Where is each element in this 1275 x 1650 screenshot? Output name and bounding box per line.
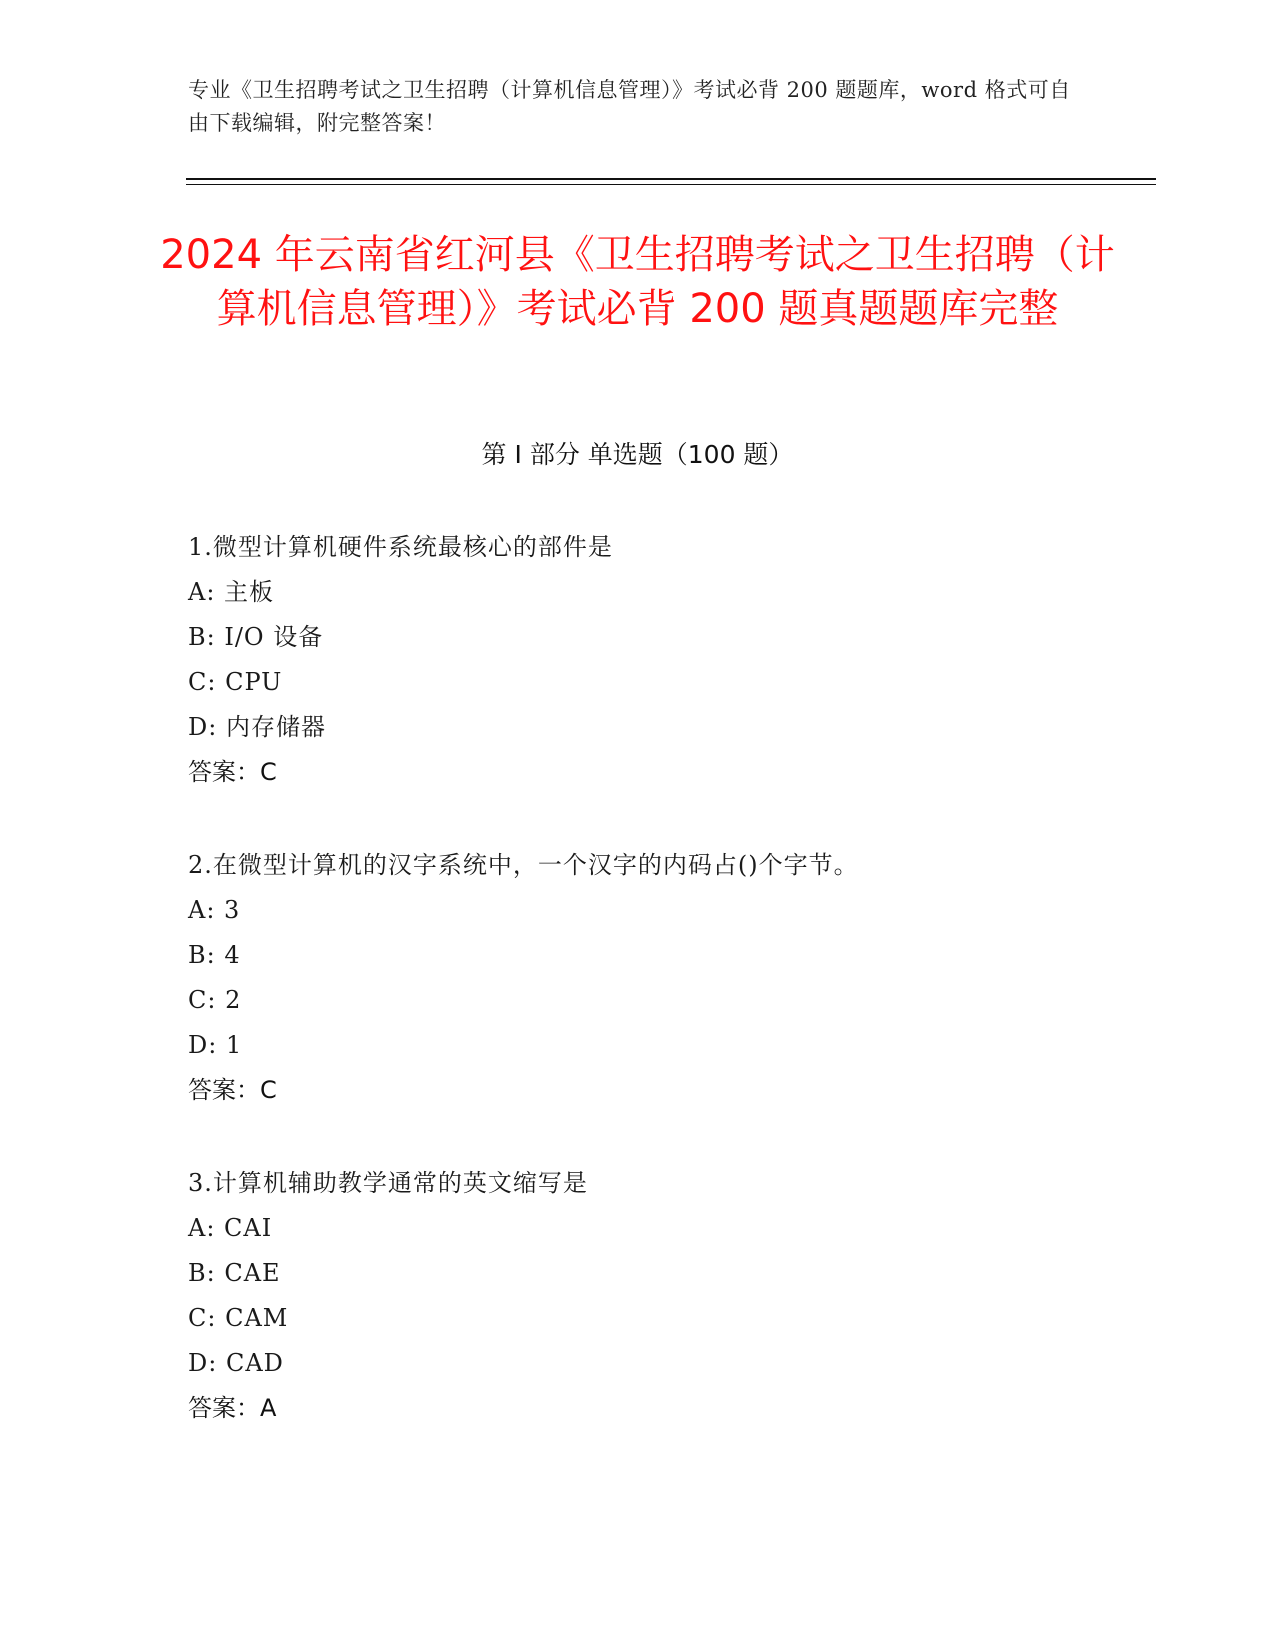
- option-a: A: 3: [188, 896, 241, 924]
- question-stem: 1.微型计算机硬件系统最核心的部件是: [188, 533, 613, 561]
- question-block: [188, 525, 1148, 795]
- header-divider-thick: [186, 178, 1156, 180]
- option-c: C: CAM: [188, 1304, 289, 1332]
- option-d: D: 内存储器: [188, 713, 326, 741]
- option-a: A: 主板: [188, 578, 275, 606]
- question-block: [188, 1161, 1148, 1431]
- question-answer: 答案：C: [188, 1076, 277, 1104]
- document-title: 2024 年云南省红河县《卫生招聘考试之卫生招聘（计算机信息管理）》考试必背 200 题真题题库完整: [160, 232, 1115, 332]
- option-c: C: CPU: [188, 668, 283, 696]
- question-stem: 3.计算机辅助教学通常的英文缩写是: [188, 1169, 588, 1197]
- option-b: B: I/O 设备: [188, 623, 324, 651]
- option-c: C: 2: [188, 986, 242, 1014]
- header-note: 专业《卫生招聘考试之卫生招聘（计算机信息管理）》考试必背 200 题题库，word 格式可自由下载编辑，附完整答案！: [188, 78, 1071, 135]
- question-answer: 答案：C: [188, 758, 277, 786]
- question-block: [188, 843, 1148, 1113]
- section-title: 第 I 部分 单选题（100 题）: [481, 440, 794, 469]
- header-divider-thin: [186, 184, 1156, 185]
- question-answer: 答案：A: [188, 1394, 277, 1422]
- option-d: D: 1: [188, 1031, 243, 1059]
- option-b: B: CAE: [188, 1259, 281, 1287]
- option-b: B: 4: [188, 941, 241, 969]
- option-d: D: CAD: [188, 1349, 284, 1377]
- question-stem: 2.在微型计算机的汉字系统中，一个汉字的内码占()个字节。: [188, 851, 859, 879]
- option-a: A: CAI: [188, 1214, 273, 1242]
